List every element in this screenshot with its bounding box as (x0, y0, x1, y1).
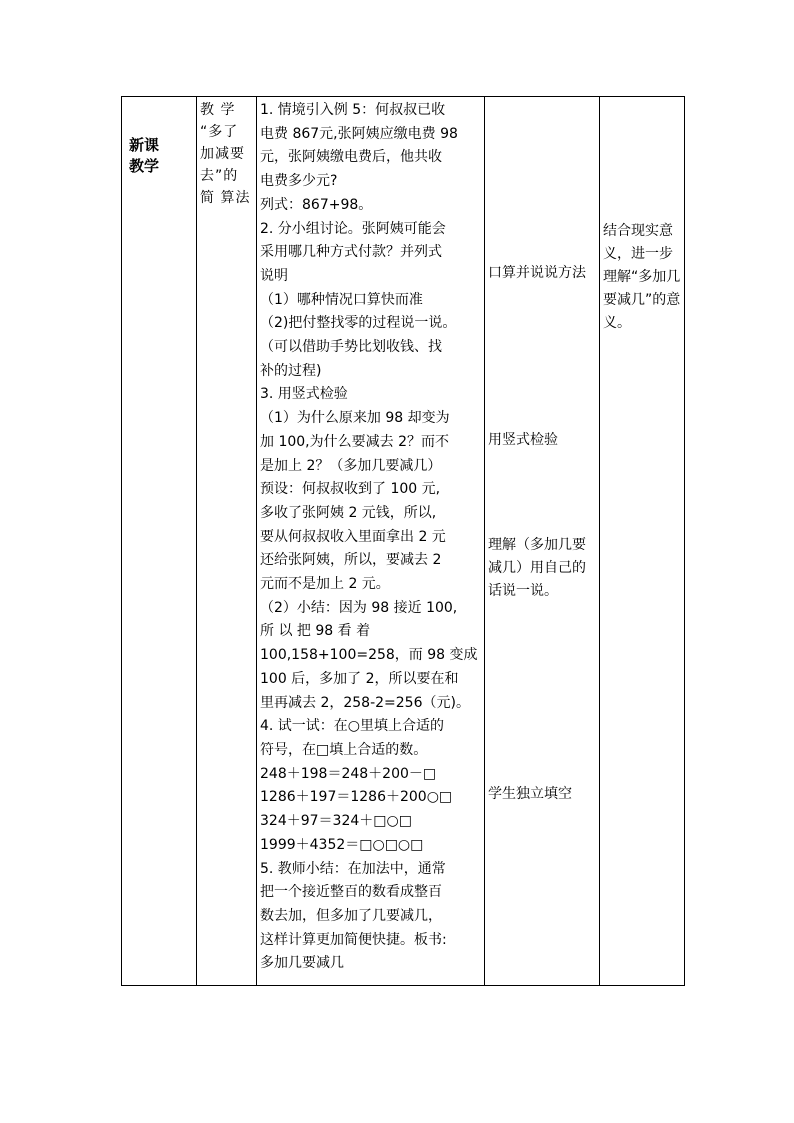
section-label-line1: 新课 (129, 136, 160, 154)
section-label-line2: 教学 (129, 157, 160, 175)
teacher-activity-line: （2)把付整找零的过程说一说。 (260, 315, 457, 332)
teacher-activity-line: 加 100,为什么要减去 2？而不 (260, 433, 449, 450)
teacher-activity-line: 说明 (260, 267, 288, 284)
teacher-activity-line: 100,158+100=258，而 98 变成 (260, 647, 478, 664)
teacher-activity-line: 2. 分小组讨论。张阿姨可能会 (260, 220, 446, 237)
teacher-activity-line: 4. 试一试：在○里填上合适的 (260, 718, 445, 735)
teacher-activity-line: 采用哪几种方式付款？并列式 (260, 244, 442, 261)
teacher-activity-line: 100 后，多加了 2，所以要在和 (260, 670, 459, 687)
teacher-activity-line: 要从何叔叔收入里面拿出 2 元 (260, 528, 446, 545)
teacher-activity-line: 所 以 把 98 看 着 (260, 623, 371, 640)
student-activity-oral: 口算并说说方法 (488, 265, 586, 281)
column-divider (256, 97, 257, 985)
teacher-activity-line: 324＋97＝324＋□○□ (260, 813, 412, 830)
teacher-activity-line: 符号，在□填上合适的数。 (260, 741, 428, 758)
teacher-activity-line: 这样计算更加简便快捷。板书: (260, 931, 447, 948)
lesson-topic: 教 学 “多了加减要去”的简 算法 (200, 102, 251, 206)
teacher-activity-line: 电费多少元? (260, 173, 338, 190)
teacher-activity-line: 248＋198＝248＋200－□ (260, 765, 437, 782)
student-activity-vertical-check: 用竖式检验 (488, 432, 558, 448)
teacher-activity-line: 1. 情境引入例 5：何叔叔已收 (260, 102, 446, 118)
teacher-activity (260, 99, 482, 976)
teacher-activity-line: 把一个接近整百的数看成整百 (260, 884, 442, 901)
teacher-activity-line: 是加上 2？（多加几要减几） (260, 457, 442, 474)
lesson-table (121, 96, 685, 986)
student-activity-explain: 理解（多加几要减几）用自己的话说一说。 (488, 537, 586, 599)
column-divider (196, 97, 197, 985)
teacher-activity-line: 元而不是加上 2 元。 (260, 576, 390, 593)
teacher-activity-line: 预设：何叔叔收到了 100 元, (260, 481, 441, 498)
teacher-activity-line: 里再减去 2，258-2=256（元)。 (260, 694, 470, 711)
teacher-activity-line: 5. 教师小结：在加法中，通常 (260, 860, 446, 877)
student-activity-fill-blank: 学生独立填空 (488, 786, 572, 802)
teacher-activity-line: 多收了张阿姨 2 元钱，所以, (260, 504, 437, 521)
teacher-activity-line: 元，张阿姨缴电费后，他共收 (260, 149, 442, 166)
column-divider (484, 97, 485, 985)
teacher-activity-line: （1）哪种情况口算快而准 (260, 291, 423, 308)
design-intent: 结合现实意义，进一步理解“多加几要减几”的意义。 (603, 223, 681, 331)
teacher-activity-line: 电费 867元,张阿姨应缴电费 98 (260, 125, 458, 142)
teacher-activity-line: （可以借助手势比划收钱、找 (260, 339, 442, 356)
teacher-activity-line: 还给张阿姨，所以，要减去 2 (260, 552, 442, 569)
teacher-activity-line: 3. 用竖式检验 (260, 386, 348, 403)
teacher-activity-line: 数去加，但多加了几要减几， (260, 907, 442, 924)
teacher-activity-line: 1999＋4352＝□○□○□ (260, 836, 424, 853)
teacher-activity-line: （2）小结：因为 98 接近 100, (260, 599, 458, 616)
teacher-activity-line: 列式：867+98。 (260, 196, 373, 213)
column-divider (599, 97, 600, 985)
teacher-activity-line: （1）为什么原来加 98 却变为 (260, 410, 450, 427)
teacher-activity-line: 补的过程) (260, 362, 322, 379)
teacher-activity-line: 1286＋197＝1286＋200○□ (260, 789, 453, 806)
teacher-activity-line: 多加几要减几 (260, 955, 344, 972)
section-label (129, 135, 159, 177)
